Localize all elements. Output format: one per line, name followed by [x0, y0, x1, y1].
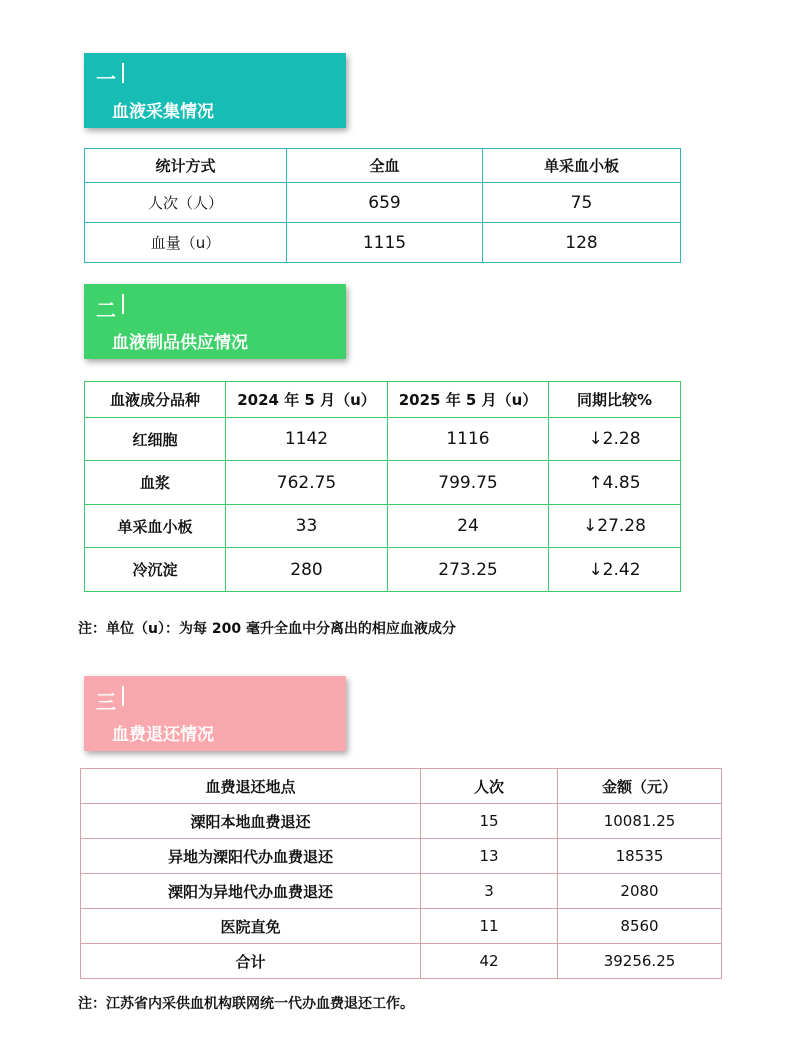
table-header: 单采血小板 — [483, 149, 681, 183]
table-cell: ↓2.28 — [549, 418, 681, 461]
table-cell: ↓2.42 — [549, 548, 681, 592]
section-2-banner — [84, 284, 346, 359]
table-cell: 3 — [421, 874, 558, 909]
table-cell: 11 — [421, 909, 558, 944]
section-2-title: 血液制品供应情况 — [112, 333, 248, 353]
table-cell: ↑4.85 — [549, 461, 681, 505]
table-cell: 8560 — [558, 909, 722, 944]
table-row — [81, 839, 722, 874]
table-header: 同期比较% — [549, 382, 681, 418]
table-cell: 1116 — [388, 418, 549, 461]
table-header: 金额（元） — [558, 769, 722, 804]
table-cell: 280 — [226, 548, 388, 592]
refund-table — [80, 768, 722, 979]
table-cell: 128 — [483, 223, 681, 263]
table-cell: 2080 — [558, 874, 722, 909]
table-cell: 人次（人） — [85, 183, 287, 223]
section-1-divider — [122, 63, 124, 83]
table-cell: 24 — [388, 505, 549, 548]
section-1-title: 血液采集情况 — [112, 102, 214, 122]
table-header: 2025 年 5 月（u） — [388, 382, 549, 418]
section-1-banner — [84, 53, 346, 128]
table-header: 统计方式 — [85, 149, 287, 183]
table-cell: 溧阳为异地代办血费退还 — [81, 874, 421, 909]
section-3-title: 血费退还情况 — [112, 725, 214, 745]
section-1-number: 一 — [96, 67, 118, 91]
table-row — [81, 804, 722, 839]
refund-note: 注：江苏省内采供血机构联网统一代办血费退还工作。 — [78, 996, 414, 1012]
table-cell: 273.25 — [388, 548, 549, 592]
table-cell: 39256.25 — [558, 944, 722, 979]
table-cell: 1115 — [287, 223, 483, 263]
table-cell: 合计 — [81, 944, 421, 979]
table-header-row — [85, 382, 681, 418]
supply-table — [84, 381, 681, 592]
table-cell: 33 — [226, 505, 388, 548]
collection-table — [84, 148, 681, 263]
table-cell: 799.75 — [388, 461, 549, 505]
table-row — [81, 944, 722, 979]
table-cell: 18535 — [558, 839, 722, 874]
table-cell: 659 — [287, 183, 483, 223]
table-cell: 红细胞 — [85, 418, 226, 461]
supply-note: 注：单位（u）：为每 200 毫升全血中分离出的相应血液成分 — [78, 621, 456, 637]
table-header: 人次 — [421, 769, 558, 804]
table-cell: 42 — [421, 944, 558, 979]
table-cell: 75 — [483, 183, 681, 223]
table-cell: 10081.25 — [558, 804, 722, 839]
table-cell: 单采血小板 — [85, 505, 226, 548]
table-row — [85, 223, 681, 263]
table-header-row — [81, 769, 722, 804]
table-cell: 冷沉淀 — [85, 548, 226, 592]
table-header: 全血 — [287, 149, 483, 183]
table-header: 2024 年 5 月（u） — [226, 382, 388, 418]
table-cell: 13 — [421, 839, 558, 874]
table-cell: 762.75 — [226, 461, 388, 505]
table-header: 血液成分品种 — [85, 382, 226, 418]
table-header: 血费退还地点 — [81, 769, 421, 804]
table-row — [85, 548, 681, 592]
table-cell: 血量（u） — [85, 223, 287, 263]
section-2-divider — [122, 294, 124, 314]
section-3-banner — [84, 676, 346, 751]
table-cell: 异地为溧阳代办血费退还 — [81, 839, 421, 874]
table-row — [85, 505, 681, 548]
table-cell: 15 — [421, 804, 558, 839]
section-3-divider — [122, 686, 124, 706]
table-cell: ↓27.28 — [549, 505, 681, 548]
table-header-row — [85, 149, 681, 183]
table-row — [81, 874, 722, 909]
section-2-number: 二 — [96, 298, 118, 322]
table-row — [85, 461, 681, 505]
table-cell: 血浆 — [85, 461, 226, 505]
section-3-number: 三 — [96, 690, 118, 714]
table-cell: 医院直免 — [81, 909, 421, 944]
table-cell: 1142 — [226, 418, 388, 461]
table-row — [85, 183, 681, 223]
table-cell: 溧阳本地血费退还 — [81, 804, 421, 839]
table-row — [81, 909, 722, 944]
table-row — [85, 418, 681, 461]
